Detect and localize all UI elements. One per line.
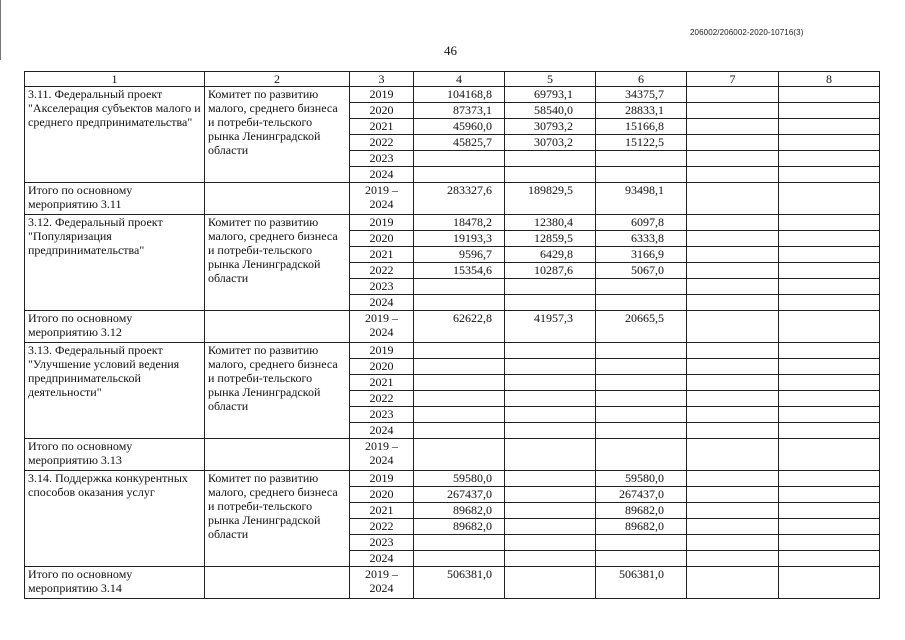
value-col8: [779, 423, 880, 439]
value-col7: [687, 87, 779, 103]
header-cell: 7: [687, 72, 779, 87]
total-col8: [779, 567, 880, 599]
value-col7: [687, 423, 779, 439]
year-cell: 2020: [350, 231, 414, 247]
value-col6: [596, 551, 687, 567]
total-col5: [505, 439, 596, 471]
value-col5: 30703,2: [505, 135, 596, 151]
value-col8: [779, 407, 880, 423]
total-years: 2019 – 2024: [350, 311, 414, 343]
total-executor: [205, 567, 350, 599]
total-label: Итого по основному мероприятию 3.11: [25, 183, 205, 215]
value-col8: [779, 551, 880, 567]
year-cell: 2021: [350, 503, 414, 519]
value-col5: 30793,2: [505, 119, 596, 135]
value-col8: [779, 503, 880, 519]
total-col6: 93498,1: [596, 183, 687, 215]
value-col4: [414, 279, 505, 295]
executor-cell: Комитет по развитию малого, среднего бизнеса и потреби-тельского рынка Ленинградской области: [205, 215, 350, 311]
header-cell: 8: [779, 72, 880, 87]
value-col4: [414, 343, 505, 359]
total-row: [25, 183, 880, 215]
value-col6: 6097,8: [596, 215, 687, 231]
year-cell: 2020: [350, 487, 414, 503]
value-col7: [687, 167, 779, 183]
value-col8: [779, 471, 880, 487]
value-col5: [505, 295, 596, 311]
value-col5: [505, 535, 596, 551]
value-col6: [596, 343, 687, 359]
total-executor: [205, 183, 350, 215]
value-col8: [779, 231, 880, 247]
value-col7: [687, 231, 779, 247]
total-col7: [687, 183, 779, 215]
value-col4: 267437,0: [414, 487, 505, 503]
value-col8: [779, 87, 880, 103]
value-col4: 89682,0: [414, 503, 505, 519]
value-col7: [687, 343, 779, 359]
header-cell: 6: [596, 72, 687, 87]
value-col5: [505, 167, 596, 183]
total-col4: 506381,0: [414, 567, 505, 599]
value-col6: [596, 423, 687, 439]
value-col6: 34375,7: [596, 87, 687, 103]
value-col7: [687, 263, 779, 279]
year-cell: 2019: [350, 343, 414, 359]
value-col7: [687, 407, 779, 423]
total-years: 2019 – 2024: [350, 183, 414, 215]
value-col6: [596, 151, 687, 167]
value-col5: 58540,0: [505, 103, 596, 119]
value-col6: 59580,0: [596, 471, 687, 487]
year-cell: 2019: [350, 87, 414, 103]
value-col8: [779, 343, 880, 359]
value-col7: [687, 279, 779, 295]
value-col6: 15122,5: [596, 135, 687, 151]
value-col5: [505, 151, 596, 167]
section-name: 3.13. Федеральный проект "Улучшение условий ведения предпринимательской деятельности": [25, 343, 205, 439]
section-name: 3.14. Поддержка конкурентных способов оказания услуг: [25, 471, 205, 567]
value-col4: 104168,8: [414, 87, 505, 103]
value-col5: 10287,6: [505, 263, 596, 279]
value-col8: [779, 375, 880, 391]
total-col6: [596, 439, 687, 471]
value-col5: 12859,5: [505, 231, 596, 247]
value-col7: [687, 375, 779, 391]
value-col5: [505, 359, 596, 375]
total-col4: 62622,8: [414, 311, 505, 343]
header-cell: 5: [505, 72, 596, 87]
value-col6: [596, 407, 687, 423]
total-col7: [687, 567, 779, 599]
value-col7: [687, 215, 779, 231]
value-col5: [505, 391, 596, 407]
value-col6: [596, 295, 687, 311]
value-col8: [779, 119, 880, 135]
value-col5: [505, 423, 596, 439]
value-col8: [779, 263, 880, 279]
executor-cell: Комитет по развитию малого, среднего бизнеса и потреби-тельского рынка Ленинградской области: [205, 471, 350, 567]
value-col4: 89682,0: [414, 519, 505, 535]
value-col6: [596, 391, 687, 407]
year-cell: 2024: [350, 295, 414, 311]
total-col7: [687, 439, 779, 471]
total-label: Итого по основному мероприятию 3.12: [25, 311, 205, 343]
year-cell: 2019: [350, 215, 414, 231]
scan-edge-line: [0, 0, 1, 60]
total-col6: 506381,0: [596, 567, 687, 599]
year-cell: 2021: [350, 119, 414, 135]
value-col4: [414, 375, 505, 391]
value-col6: [596, 535, 687, 551]
value-col4: 59580,0: [414, 471, 505, 487]
year-cell: 2023: [350, 535, 414, 551]
total-col4: 283327,6: [414, 183, 505, 215]
value-col7: [687, 487, 779, 503]
value-col5: 6429,8: [505, 247, 596, 263]
table-row: [25, 215, 880, 231]
year-cell: 2023: [350, 407, 414, 423]
value-col7: [687, 471, 779, 487]
executor-cell: Комитет по развитию малого, среднего бизнеса и потреби-тельского рынка Ленинградской области: [205, 343, 350, 439]
value-col6: 5067,0: [596, 263, 687, 279]
total-col5: [505, 567, 596, 599]
value-col4: [414, 535, 505, 551]
value-col4: [414, 551, 505, 567]
value-col5: [505, 471, 596, 487]
table-row: [25, 343, 880, 359]
value-col6: 28833,1: [596, 103, 687, 119]
value-col6: [596, 359, 687, 375]
year-cell: 2021: [350, 247, 414, 263]
value-col7: [687, 519, 779, 535]
year-cell: 2022: [350, 135, 414, 151]
value-col6: 89682,0: [596, 519, 687, 535]
total-col8: [779, 439, 880, 471]
value-col6: [596, 375, 687, 391]
value-col4: 19193,3: [414, 231, 505, 247]
table-row: [25, 87, 880, 103]
value-col5: [505, 487, 596, 503]
table-row: [25, 471, 880, 487]
value-col8: [779, 279, 880, 295]
total-row: [25, 311, 880, 343]
document-id: 206002/206002-2020-10716(3): [690, 28, 804, 37]
value-col4: [414, 359, 505, 375]
value-col7: [687, 247, 779, 263]
total-executor: [205, 439, 350, 471]
value-col4: [414, 423, 505, 439]
value-col8: [779, 295, 880, 311]
year-cell: 2022: [350, 263, 414, 279]
value-col7: [687, 295, 779, 311]
value-col4: 9596,7: [414, 247, 505, 263]
header-row: [25, 72, 880, 87]
header-cell: 1: [25, 72, 205, 87]
value-col5: [505, 375, 596, 391]
value-col7: [687, 103, 779, 119]
header-cell: 4: [414, 72, 505, 87]
value-col4: 45960,0: [414, 119, 505, 135]
value-col6: 89682,0: [596, 503, 687, 519]
total-executor: [205, 311, 350, 343]
value-col8: [779, 103, 880, 119]
total-col8: [779, 183, 880, 215]
total-col8: [779, 311, 880, 343]
total-col7: [687, 311, 779, 343]
value-col5: 69793,1: [505, 87, 596, 103]
value-col8: [779, 135, 880, 151]
value-col5: [505, 343, 596, 359]
total-years: 2019 – 2024: [350, 439, 414, 471]
year-cell: 2019: [350, 471, 414, 487]
value-col7: [687, 535, 779, 551]
value-col8: [779, 151, 880, 167]
value-col7: [687, 551, 779, 567]
value-col4: 18478,2: [414, 215, 505, 231]
value-col4: [414, 391, 505, 407]
total-label: Итого по основному мероприятию 3.14: [25, 567, 205, 599]
value-col5: [505, 519, 596, 535]
page-number: 46: [444, 43, 457, 58]
value-col8: [779, 247, 880, 263]
value-col5: 12380,4: [505, 215, 596, 231]
year-cell: 2024: [350, 551, 414, 567]
value-col6: 15166,8: [596, 119, 687, 135]
budget-table: [24, 71, 880, 599]
year-cell: 2022: [350, 391, 414, 407]
value-col8: [779, 487, 880, 503]
year-cell: 2020: [350, 359, 414, 375]
year-cell: 2024: [350, 423, 414, 439]
value-col8: [779, 519, 880, 535]
year-cell: 2024: [350, 167, 414, 183]
value-col5: [505, 503, 596, 519]
value-col4: [414, 151, 505, 167]
value-col5: [505, 407, 596, 423]
value-col8: [779, 391, 880, 407]
value-col8: [779, 359, 880, 375]
value-col7: [687, 391, 779, 407]
year-cell: 2023: [350, 279, 414, 295]
value-col6: 3166,9: [596, 247, 687, 263]
section-name: 3.12. Федеральный проект "Популяризация предпринимательства": [25, 215, 205, 311]
section-name: 3.11. Федеральный проект "Акселерация субъектов малого и среднего предпринимательства": [25, 87, 205, 183]
total-row: [25, 567, 880, 599]
year-cell: 2020: [350, 103, 414, 119]
value-col6: [596, 279, 687, 295]
value-col5: [505, 279, 596, 295]
total-col5: 41957,3: [505, 311, 596, 343]
total-col6: 20665,5: [596, 311, 687, 343]
total-col4: [414, 439, 505, 471]
year-cell: 2021: [350, 375, 414, 391]
value-col8: [779, 215, 880, 231]
value-col6: [596, 167, 687, 183]
value-col4: 87373,1: [414, 103, 505, 119]
value-col7: [687, 359, 779, 375]
value-col7: [687, 135, 779, 151]
year-cell: 2023: [350, 151, 414, 167]
value-col6: 6333,8: [596, 231, 687, 247]
value-col6: 267437,0: [596, 487, 687, 503]
value-col8: [779, 167, 880, 183]
value-col4: [414, 407, 505, 423]
total-row: [25, 439, 880, 471]
executor-cell: Комитет по развитию малого, среднего бизнеса и потреби-тельского рынка Ленинградской области: [205, 87, 350, 183]
value-col7: [687, 119, 779, 135]
header-cell: 2: [205, 72, 350, 87]
value-col8: [779, 535, 880, 551]
year-cell: 2022: [350, 519, 414, 535]
value-col7: [687, 503, 779, 519]
header-cell: 3: [350, 72, 414, 87]
value-col4: 45825,7: [414, 135, 505, 151]
value-col7: [687, 151, 779, 167]
total-col5: 189829,5: [505, 183, 596, 215]
value-col4: [414, 295, 505, 311]
total-years: 2019 – 2024: [350, 567, 414, 599]
value-col4: 15354,6: [414, 263, 505, 279]
value-col5: [505, 551, 596, 567]
total-label: Итого по основному мероприятию 3.13: [25, 439, 205, 471]
value-col4: [414, 167, 505, 183]
